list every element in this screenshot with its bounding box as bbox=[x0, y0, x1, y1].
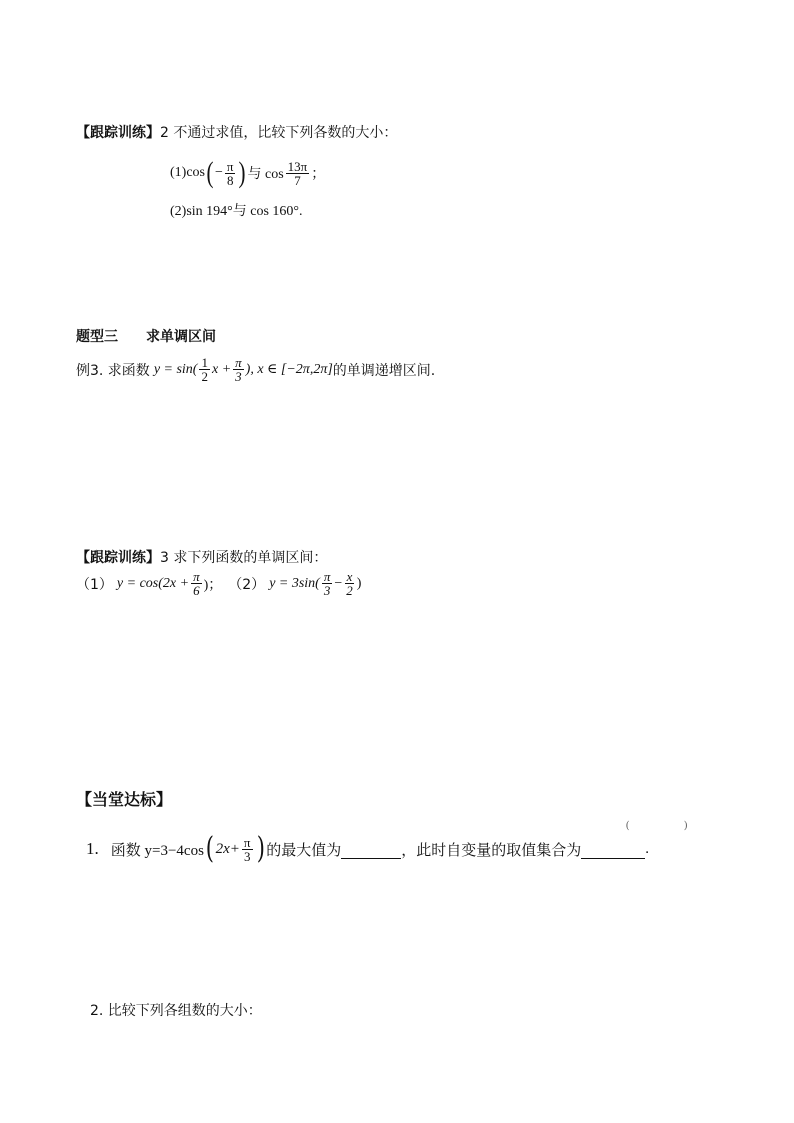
answer-blank[interactable] bbox=[341, 840, 401, 859]
fraction: $\frac{\pi}{3}$ bbox=[235, 355, 242, 384]
track-training-3 bbox=[76, 547, 327, 567]
fraction: $\frac{x}{2}$ bbox=[346, 569, 353, 598]
fraction: $\frac{\pi}{6}$ bbox=[193, 569, 200, 598]
track2-item-2: (2)sin 194°与 cos 160°. bbox=[170, 204, 303, 219]
track2-item-1: (1)cos ( − $\frac{\pi}{8}$ ) 与 cos $\frac{13\pi}{7}$ ； bbox=[170, 156, 326, 189]
section-title: 题型三 求单调区间 bbox=[76, 329, 216, 345]
fraction: $\frac{13\pi}{7}$ bbox=[287, 158, 308, 188]
track-text: 2 不通过求值，比较下列各数的大小： bbox=[160, 125, 398, 141]
question-2: 2. 比较下列各组数的大小： bbox=[90, 1003, 262, 1019]
track3-items: （1） y = cos(2x + $\frac{\pi}{6}$ )； （2） y = 3sin( $\frac{\pi}{3}$ − $\frac{x}{2}$ ) bbox=[76, 569, 362, 598]
track-text: 3 求下列函数的单调区间： bbox=[160, 550, 328, 566]
corner-mark: ( bbox=[626, 820, 630, 831]
fraction: $\frac{\pi}{3}$ bbox=[323, 569, 331, 598]
track-label: 【跟踪训练】 bbox=[76, 125, 160, 141]
answer-blank[interactable] bbox=[581, 840, 645, 859]
fraction: $\frac{1}{2}$ bbox=[201, 355, 208, 384]
example-3: 例3. 求函数 y = sin( $\frac{1}{2}$ x + $\frac{\pi}{3}$ ), x ∈ [−2π,2π] 的单调递增区间. bbox=[76, 355, 436, 384]
fraction: $\frac{\pi}{3}$ bbox=[243, 834, 251, 864]
track-label: 【跟踪训练】 bbox=[76, 550, 160, 566]
fraction: $\frac{\pi}{8}$ bbox=[226, 158, 234, 188]
class-test-heading: 【当堂达标】 bbox=[76, 790, 173, 809]
track-training-2 bbox=[76, 122, 397, 142]
question-1: 1. 函数 y=3−4cos ( 2x+ $\frac{\pi}{3}$ ) 的最大值为 ，此时自变量的取值集合为 . bbox=[86, 831, 649, 866]
corner-mark: ) bbox=[684, 820, 688, 831]
